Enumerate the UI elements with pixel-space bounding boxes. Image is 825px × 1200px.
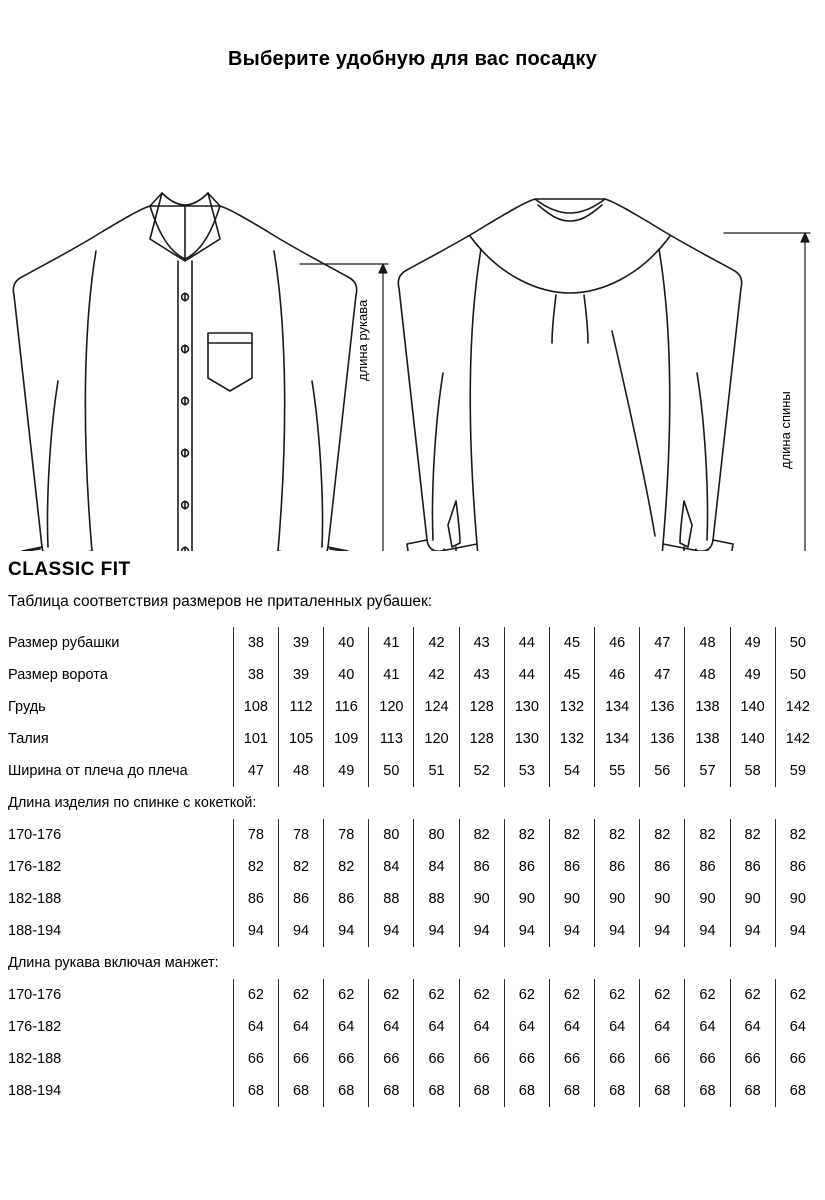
cell: 94 xyxy=(414,915,459,947)
cell: 138 xyxy=(685,691,730,723)
cell: 66 xyxy=(324,1043,369,1075)
cell: 50 xyxy=(775,659,820,691)
row-label: 176-182 xyxy=(8,859,62,875)
table-row xyxy=(8,883,820,915)
table-row xyxy=(8,979,820,1011)
cell: 66 xyxy=(414,1043,459,1075)
table-row xyxy=(8,1075,820,1107)
cell: 64 xyxy=(233,1011,278,1043)
cell: 49 xyxy=(730,659,775,691)
cell: 66 xyxy=(504,1043,549,1075)
cell: 90 xyxy=(775,883,820,915)
cell: 64 xyxy=(595,1011,640,1043)
cell: 113 xyxy=(369,723,414,755)
cell: 66 xyxy=(459,1043,504,1075)
cell: 62 xyxy=(414,979,459,1011)
cell: 68 xyxy=(459,1075,504,1107)
cell: 57 xyxy=(685,755,730,787)
cell: 134 xyxy=(595,723,640,755)
cell: 41 xyxy=(369,627,414,659)
cell: 82 xyxy=(278,851,323,883)
cell: 48 xyxy=(685,627,730,659)
cell: 136 xyxy=(640,691,685,723)
cell: 68 xyxy=(504,1075,549,1107)
cell: 45 xyxy=(549,627,594,659)
cell: 130 xyxy=(504,691,549,723)
cell: 88 xyxy=(414,883,459,915)
cell: 82 xyxy=(504,819,549,851)
cell: 116 xyxy=(324,691,369,723)
cell: 86 xyxy=(595,851,640,883)
row-label: Талия xyxy=(8,731,49,747)
cell: 62 xyxy=(369,979,414,1011)
cell: 64 xyxy=(685,1011,730,1043)
cell: 68 xyxy=(233,1075,278,1107)
fit-name: CLASSIC FIT xyxy=(8,559,131,580)
cell: 86 xyxy=(324,883,369,915)
cell: 64 xyxy=(414,1011,459,1043)
cell: 130 xyxy=(504,723,549,755)
cell: 140 xyxy=(730,723,775,755)
cell: 78 xyxy=(233,819,278,851)
cell: 105 xyxy=(278,723,323,755)
cell: 90 xyxy=(730,883,775,915)
row-label: 182-188 xyxy=(8,891,62,907)
table-row xyxy=(8,819,820,851)
cell: 128 xyxy=(459,723,504,755)
cell: 52 xyxy=(459,755,504,787)
shirt-back-view xyxy=(398,199,741,551)
cell: 94 xyxy=(730,915,775,947)
cell: 68 xyxy=(549,1075,594,1107)
cell: 142 xyxy=(775,723,820,755)
row-label: 170-176 xyxy=(8,987,62,1003)
cell: 64 xyxy=(730,1011,775,1043)
cell: 82 xyxy=(549,819,594,851)
cell: 90 xyxy=(640,883,685,915)
cell: 62 xyxy=(549,979,594,1011)
cell: 49 xyxy=(730,627,775,659)
cell: 40 xyxy=(324,627,369,659)
cell: 90 xyxy=(595,883,640,915)
cell: 80 xyxy=(369,819,414,851)
cell: 86 xyxy=(685,851,730,883)
cell: 90 xyxy=(504,883,549,915)
cell: 112 xyxy=(278,691,323,723)
cell: 66 xyxy=(278,1043,323,1075)
cell: 90 xyxy=(549,883,594,915)
cell: 109 xyxy=(324,723,369,755)
cell: 94 xyxy=(685,915,730,947)
shirt-illustrations xyxy=(0,81,825,551)
table-row xyxy=(8,851,820,883)
back-length-dimension xyxy=(724,233,810,551)
cell: 41 xyxy=(369,659,414,691)
cell: 58 xyxy=(730,755,775,787)
table-row xyxy=(8,691,820,723)
cell: 82 xyxy=(324,851,369,883)
section-heading-row xyxy=(8,947,820,979)
cell: 51 xyxy=(414,755,459,787)
cell: 48 xyxy=(278,755,323,787)
back-length-label: длина спины xyxy=(778,391,793,469)
cell: 66 xyxy=(685,1043,730,1075)
cell: 40 xyxy=(324,659,369,691)
table-row xyxy=(8,1011,820,1043)
cell: 84 xyxy=(369,851,414,883)
cell: 62 xyxy=(278,979,323,1011)
cell: 54 xyxy=(549,755,594,787)
row-label: 176-182 xyxy=(8,1019,62,1035)
cell: 90 xyxy=(685,883,730,915)
shirt-diagrams xyxy=(0,81,825,551)
cell: 136 xyxy=(640,723,685,755)
cell: 94 xyxy=(640,915,685,947)
cell: 64 xyxy=(459,1011,504,1043)
cell: 68 xyxy=(640,1075,685,1107)
cell: 94 xyxy=(459,915,504,947)
cell: 62 xyxy=(730,979,775,1011)
cell: 124 xyxy=(414,691,459,723)
size-table xyxy=(8,627,820,1107)
cell: 43 xyxy=(459,627,504,659)
size-table-body xyxy=(8,627,820,1107)
cell: 66 xyxy=(233,1043,278,1075)
cell: 62 xyxy=(595,979,640,1011)
cell: 56 xyxy=(640,755,685,787)
cell: 64 xyxy=(278,1011,323,1043)
cell: 47 xyxy=(640,659,685,691)
cell: 53 xyxy=(504,755,549,787)
cell: 86 xyxy=(549,851,594,883)
section-label: Длина рукава включая манжет: xyxy=(8,955,219,971)
cell: 66 xyxy=(549,1043,594,1075)
fit-subtitle: Таблица соответствия размеров не приталенных рубашек: xyxy=(8,593,433,610)
table-row xyxy=(8,915,820,947)
cell: 68 xyxy=(775,1075,820,1107)
cell: 142 xyxy=(775,691,820,723)
cell: 84 xyxy=(414,851,459,883)
cell: 44 xyxy=(504,659,549,691)
cell: 86 xyxy=(233,883,278,915)
row-label: Размер рубашки xyxy=(8,635,120,651)
cell: 78 xyxy=(278,819,323,851)
cell: 66 xyxy=(730,1043,775,1075)
row-label: Грудь xyxy=(8,699,46,715)
cell: 86 xyxy=(278,883,323,915)
cell: 47 xyxy=(233,755,278,787)
section-label: Длина изделия по спинке с кокеткой: xyxy=(8,795,257,811)
cell: 94 xyxy=(504,915,549,947)
cell: 94 xyxy=(278,915,323,947)
cell: 80 xyxy=(414,819,459,851)
cell: 64 xyxy=(504,1011,549,1043)
cell: 82 xyxy=(459,819,504,851)
cell: 134 xyxy=(595,691,640,723)
cell: 120 xyxy=(414,723,459,755)
cell: 68 xyxy=(595,1075,640,1107)
cell: 68 xyxy=(369,1075,414,1107)
cell: 94 xyxy=(233,915,278,947)
cell: 46 xyxy=(595,627,640,659)
cell: 64 xyxy=(775,1011,820,1043)
cell: 68 xyxy=(730,1075,775,1107)
cell: 64 xyxy=(549,1011,594,1043)
cell: 86 xyxy=(730,851,775,883)
cell: 59 xyxy=(775,755,820,787)
cell: 94 xyxy=(369,915,414,947)
cell: 64 xyxy=(324,1011,369,1043)
cell: 86 xyxy=(504,851,549,883)
cell: 101 xyxy=(233,723,278,755)
cell: 108 xyxy=(233,691,278,723)
cell: 132 xyxy=(549,723,594,755)
cell: 82 xyxy=(595,819,640,851)
cell: 82 xyxy=(640,819,685,851)
cell: 82 xyxy=(685,819,730,851)
row-label: 170-176 xyxy=(8,827,62,843)
shirt-front-view xyxy=(13,193,356,551)
cell: 82 xyxy=(233,851,278,883)
cell: 48 xyxy=(685,659,730,691)
cell: 62 xyxy=(775,979,820,1011)
row-label: 182-188 xyxy=(8,1051,62,1067)
cell: 46 xyxy=(595,659,640,691)
cell: 66 xyxy=(775,1043,820,1075)
cell: 62 xyxy=(640,979,685,1011)
cell: 94 xyxy=(549,915,594,947)
cell: 45 xyxy=(549,659,594,691)
cell: 62 xyxy=(233,979,278,1011)
table-row xyxy=(8,627,820,659)
cell: 66 xyxy=(640,1043,685,1075)
cell: 68 xyxy=(278,1075,323,1107)
cell: 66 xyxy=(369,1043,414,1075)
cell: 68 xyxy=(414,1075,459,1107)
cell: 132 xyxy=(549,691,594,723)
cell: 50 xyxy=(775,627,820,659)
cell: 128 xyxy=(459,691,504,723)
cell: 50 xyxy=(369,755,414,787)
cell: 88 xyxy=(369,883,414,915)
cell: 82 xyxy=(730,819,775,851)
cell: 62 xyxy=(685,979,730,1011)
cell: 39 xyxy=(278,627,323,659)
cell: 90 xyxy=(459,883,504,915)
cell: 78 xyxy=(324,819,369,851)
cell: 47 xyxy=(640,627,685,659)
cell: 55 xyxy=(595,755,640,787)
cell: 42 xyxy=(414,659,459,691)
cell: 68 xyxy=(324,1075,369,1107)
section-heading-row xyxy=(8,787,820,819)
table-row xyxy=(8,659,820,691)
cell: 94 xyxy=(595,915,640,947)
cell: 94 xyxy=(775,915,820,947)
cell: 49 xyxy=(324,755,369,787)
cell: 86 xyxy=(459,851,504,883)
cell: 44 xyxy=(504,627,549,659)
cell: 43 xyxy=(459,659,504,691)
cell: 86 xyxy=(775,851,820,883)
cell: 64 xyxy=(640,1011,685,1043)
cell: 42 xyxy=(414,627,459,659)
cell: 62 xyxy=(324,979,369,1011)
cell: 138 xyxy=(685,723,730,755)
cell: 64 xyxy=(369,1011,414,1043)
cell: 68 xyxy=(685,1075,730,1107)
row-label: 188-194 xyxy=(8,923,62,939)
table-row xyxy=(8,755,820,787)
row-label: Размер ворота xyxy=(8,667,108,683)
table-row xyxy=(8,1043,820,1075)
row-label: 188-194 xyxy=(8,1083,62,1099)
cell: 38 xyxy=(233,627,278,659)
cell: 94 xyxy=(324,915,369,947)
cell: 62 xyxy=(459,979,504,1011)
table-row xyxy=(8,723,820,755)
cell: 62 xyxy=(504,979,549,1011)
cell: 86 xyxy=(640,851,685,883)
sleeve-length-label: длина рукава xyxy=(355,299,370,381)
cell: 140 xyxy=(730,691,775,723)
row-label: Ширина от плеча до плеча xyxy=(8,763,188,779)
cell: 120 xyxy=(369,691,414,723)
cell: 82 xyxy=(775,819,820,851)
page-title: Выберите удобную для вас посадку xyxy=(228,48,597,70)
cell: 39 xyxy=(278,659,323,691)
cell: 38 xyxy=(233,659,278,691)
cell: 66 xyxy=(595,1043,640,1075)
